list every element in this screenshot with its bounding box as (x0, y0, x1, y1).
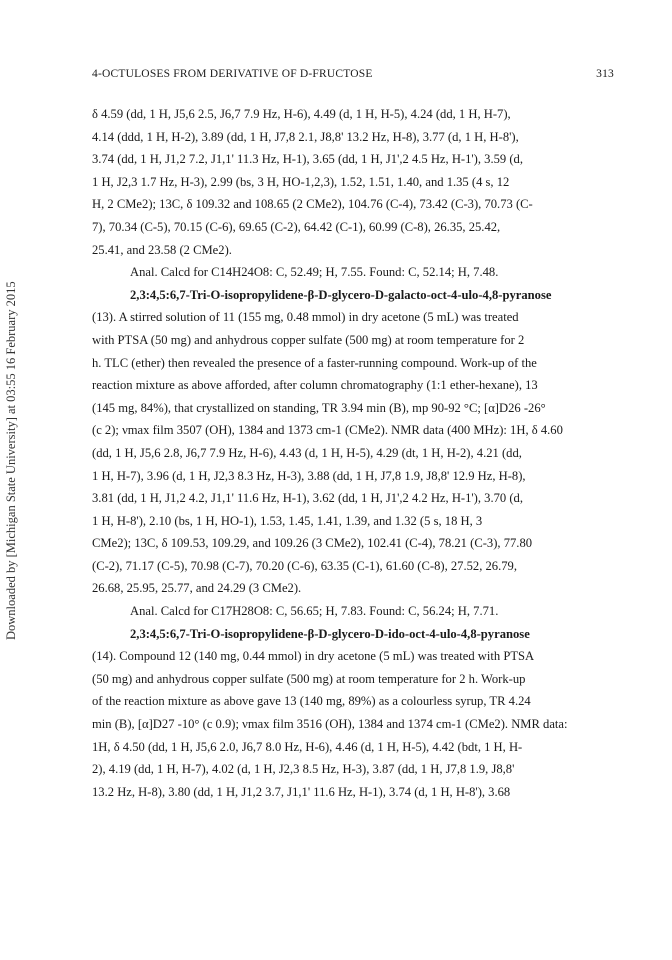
text-line: (c 2); νmax film 3507 (OH), 1384 and 1373 cm-1 (CMe2). NMR data (400 MHz): 1H, δ 4.60 (92, 423, 563, 438)
text-line: 2,3:4,5:6,7-Tri-O-isopropylidene-β-D-glycero-D-ido-oct-4-ulo-4,8-pyranose (130, 626, 530, 641)
text-line: CMe2); 13C, δ 109.53, 109.29, and 109.26 (3 CMe2), 102.41 (C-4), 78.21 (C-3), 77.80 (92, 536, 533, 551)
text-line: reaction mixture as above afforded, after column chromatography (1:1 ether-hexane), 13 (92, 378, 538, 393)
text-line: 13.2 Hz, H-8), 3.80 (dd, 1 H, J1,2 3.7, J1,1' 11.6 Hz, H-1), 3.74 (d, 1 H, H-8'), 3.68 (92, 784, 511, 799)
text-line: of the reaction mixture as above gave 13 (140 mg, 89%) as a colourless syrup, TR 4.24 (92, 694, 531, 709)
running-title: 4-OCTULOSES FROM DERIVATIVE OF D-FRUCTOSE (92, 68, 373, 80)
text-line: h. TLC (ether) then revealed the presence of a faster-running compound. Work-up of the (92, 355, 537, 370)
text-line: min (B), [α]D27 -10° (c 0.9); νmax film 3516 (OH), 1384 and 1374 cm-1 (CMe2). NMR data: (92, 717, 568, 732)
text-line: 1H, δ 4.50 (dd, 1 H, J5,6 2.0, J6,7 8.0 Hz, H-6), 4.46 (d, 1 H, H-5), 4.42 (bdt, 1 H, H- (92, 739, 523, 754)
text-line: (C-2), 71.17 (C-5), 70.98 (C-7), 70.20 (C-6), 63.35 (C-1), 61.60 (C-8), 27.52, 26.79, (92, 558, 517, 573)
text-line: (145 mg, 84%), that crystallized on standing, TR 3.94 min (B), mp 90-92 °C; [α]D26 -26° (92, 400, 546, 415)
text-line: 2), 4.19 (dd, 1 H, H-7), 4.02 (d, 1 H, J2,3 8.5 Hz, H-3), 3.87 (dd, 1 H, J7,8 1.9, J8,8' (92, 762, 515, 777)
text-line: 4.14 (ddd, 1 H, H-2), 3.89 (dd, 1 H, J7,8 2.1, J8,8' 13.2 Hz, H-8), 3.77 (d, 1 H, H-8'), (92, 129, 519, 144)
text-line: (dd, 1 H, J5,6 2.8, J6,7 7.9 Hz, H-6), 4.43 (d, 1 H, H-5), 4.29 (dt, 1 H, H-2), 4.21 (dd, (92, 445, 522, 460)
text-line: (13). A stirred solution of 11 (155 mg, 0.48 mmol) in dry acetone (5 mL) was treated (92, 310, 519, 325)
body-text (92, 103, 616, 803)
text-line: 1 H, H-8'), 2.10 (bs, 1 H, HO-1), 1.53, 1.45, 1.41, 1.39, and 1.32 (5 s, 18 H, 3 (92, 513, 483, 528)
text-line: H, 2 CMe2); 13C, δ 109.32 and 108.65 (2 CMe2), 104.76 (C-4), 73.42 (C-3), 70.73 (C- (92, 197, 533, 212)
text-line: Anal. Calcd for C17H28O8: C, 56.65; H, 7.83. Found: C, 56.24; H, 7.71. (130, 604, 499, 619)
text-line: (50 mg) and anhydrous copper sulfate (500 mg) at room temperature for 2 h. Work-up (92, 671, 526, 686)
download-watermark: Downloaded by [Michigan State University] at 03:55 16 February 2015 (4, 281, 18, 640)
text-line: 3.81 (dd, 1 H, J1,2 4.2, J1,1' 11.6 Hz, H-1), 3.62 (dd, 1 H, J1',2 4.2 Hz, H-1'), 3.70 (d, (92, 491, 523, 506)
text-line: 7), 70.34 (C-5), 70.15 (C-6), 69.65 (C-2), 64.42 (C-1), 60.99 (C-8), 26.35, 25.42, (92, 219, 501, 234)
text-line: 26.68, 25.95, 25.77, and 24.29 (3 CMe2). (92, 581, 302, 596)
text-line: 3.74 (dd, 1 H, J1,2 7.2, J1,1' 11.3 Hz, H-1), 3.65 (dd, 1 H, J1',2 4.5 Hz, H-1'), 3.59 (d, (92, 152, 523, 167)
page-number: 313 (596, 68, 614, 80)
text-line: with PTSA (50 mg) and anhydrous copper sulfate (500 mg) at room temperature for 2 (92, 332, 525, 347)
text-line: δ 4.59 (dd, 1 H, J5,6 2.5, J6,7 7.9 Hz, H-6), 4.49 (d, 1 H, H-5), 4.24 (dd, 1 H, H-7), (92, 107, 511, 121)
text-line: (14). Compound 12 (140 mg, 0.44 mmol) in dry acetone (5 mL) was treated with PTSA (92, 649, 535, 664)
text-line: Anal. Calcd for C14H24O8: C, 52.49; H, 7.55. Found: C, 52.14; H, 7.48. (130, 265, 499, 280)
text-line: 2,3:4,5:6,7-Tri-O-isopropylidene-β-D-glycero-D-galacto-oct-4-ulo-4,8-pyranose (130, 287, 552, 302)
text-line: 25.41, and 23.58 (2 CMe2). (92, 242, 232, 257)
text-line: 1 H, J2,3 1.7 Hz, H-3), 2.99 (bs, 3 H, HO-1,2,3), 1.52, 1.51, 1.40, and 1.35 (4 s, 12 (92, 174, 510, 189)
text-line: 1 H, H-7), 3.96 (d, 1 H, J2,3 8.3 Hz, H-3), 3.88 (dd, 1 H, J7,8 1.9, J8,8' 12.9 Hz, H-8), (92, 468, 526, 483)
